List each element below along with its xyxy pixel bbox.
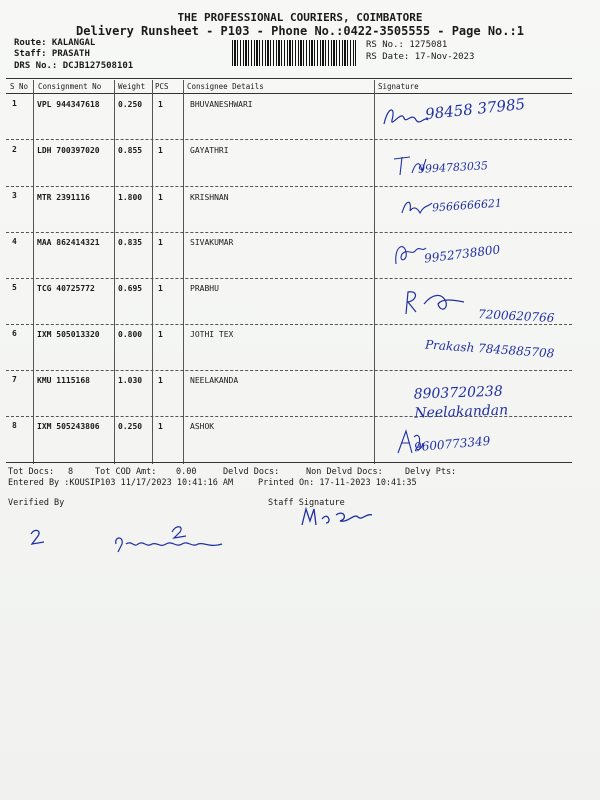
col-header-consignee: Consignee Details bbox=[187, 82, 264, 91]
column-divider bbox=[183, 80, 184, 464]
handwritten-note: 8903720238 Neelakandan bbox=[413, 383, 509, 422]
rs-number: RS No.: 1275081 bbox=[366, 40, 448, 50]
column-divider bbox=[114, 80, 115, 464]
row-weight: 0.250 bbox=[118, 100, 143, 109]
col-header-signature: Signature bbox=[378, 82, 419, 91]
row-pcs: 1 bbox=[158, 146, 163, 155]
row-weight: 0.250 bbox=[118, 422, 143, 431]
row-divider bbox=[6, 278, 572, 279]
tot-cod-value: 0.00 bbox=[176, 467, 197, 477]
row-sno: 3 bbox=[12, 191, 17, 200]
row-pcs: 1 bbox=[158, 100, 163, 109]
row-consignment: LDH 700397020 bbox=[37, 146, 100, 155]
row-divider bbox=[6, 370, 572, 371]
runsheet-title: Delivery Runsheet - P103 - Phone No.:0422-3505555 - Page No.:1 bbox=[76, 24, 524, 38]
row-consignee: KRISHNAN bbox=[190, 193, 229, 202]
row-weight: 0.800 bbox=[118, 330, 143, 339]
row-weight: 1.800 bbox=[118, 193, 143, 202]
table-top-rule bbox=[6, 78, 572, 79]
row-consignee: GAYATHRI bbox=[190, 146, 229, 155]
column-divider bbox=[33, 80, 34, 464]
row-weight: 1.030 bbox=[118, 376, 143, 385]
handwritten-signature bbox=[392, 240, 428, 268]
row-pcs: 1 bbox=[158, 330, 163, 339]
row-divider bbox=[6, 139, 572, 140]
row-pcs: 1 bbox=[158, 284, 163, 293]
handwritten-note: 7200620766 bbox=[477, 307, 555, 325]
row-pcs: 1 bbox=[158, 376, 163, 385]
row-sno: 8 bbox=[12, 421, 17, 430]
handwritten-signature bbox=[402, 288, 466, 318]
row-consignment: IXM 505243806 bbox=[37, 422, 100, 431]
handwritten-note: 9994783035 bbox=[417, 159, 489, 176]
row-sno: 6 bbox=[12, 329, 17, 338]
handwritten-signature bbox=[380, 102, 430, 132]
col-header-pcs: PCS bbox=[155, 82, 169, 91]
handwritten-note: 9566666621 bbox=[431, 196, 503, 215]
staff-signature bbox=[300, 505, 374, 529]
row-consignee: ASHOK bbox=[190, 422, 215, 431]
row-consignee: SIVAKUMAR bbox=[190, 238, 234, 247]
barcode bbox=[232, 40, 356, 66]
row-consignment: KMU 1115168 bbox=[37, 376, 90, 385]
row-divider bbox=[6, 324, 572, 325]
entered-by: Entered By :KOUSIP103 11/17/2023 10:41:16 AM bbox=[8, 478, 234, 488]
tot-docs-label: Tot Docs: bbox=[8, 467, 55, 477]
handwritten-signature bbox=[400, 195, 434, 219]
col-header-sno: S No bbox=[10, 82, 29, 91]
verifier-mark bbox=[28, 528, 48, 546]
handwritten-note: Prakash 7845885708 bbox=[424, 337, 555, 361]
row-divider bbox=[6, 232, 572, 233]
column-divider bbox=[374, 80, 375, 464]
delvd-docs-label: Delvd Docs: bbox=[223, 467, 280, 477]
col-header-weight: Weight bbox=[118, 82, 146, 91]
row-consignee: JOTHI TEX bbox=[190, 330, 234, 339]
row-consignment: MTR 2391116 bbox=[37, 193, 90, 202]
tot-cod-label: Tot COD Amt: bbox=[95, 467, 157, 477]
table-header-rule bbox=[6, 93, 572, 94]
non-delvd-docs-label: Non Delvd Docs: bbox=[306, 467, 383, 477]
col-header-consignment: Consignment No bbox=[38, 82, 102, 91]
row-weight: 0.835 bbox=[118, 238, 143, 247]
row-consignment: VPL 944347618 bbox=[37, 100, 100, 109]
handwritten-note: 98458 37985 bbox=[424, 94, 526, 124]
row-consignee: BHUVANESHWARI bbox=[190, 100, 253, 109]
row-consignment: MAA 862414321 bbox=[37, 238, 100, 247]
row-sno: 2 bbox=[12, 145, 17, 154]
tot-docs-value: 8 bbox=[68, 467, 74, 477]
row-weight: 0.695 bbox=[118, 284, 143, 293]
column-divider bbox=[152, 80, 153, 464]
row-weight: 0.855 bbox=[118, 146, 143, 155]
staff-text: Staff: PRASATH bbox=[14, 49, 90, 59]
table-bottom-rule bbox=[6, 462, 572, 463]
row-consignee: PRABHU bbox=[190, 284, 219, 293]
handwritten-note: 9952738800 bbox=[423, 242, 501, 266]
row-consignment: TCG 40725772 bbox=[37, 284, 95, 293]
company-title: THE PROFESSIONAL COURIERS, COIMBATORE bbox=[177, 11, 423, 24]
row-consignment: IXM 505013320 bbox=[37, 330, 100, 339]
delvy-pts-label: Delvy Pts: bbox=[405, 467, 457, 477]
rs-date: RS Date: 17-Nov-2023 bbox=[366, 52, 475, 62]
drs-number: DRS No.: DCJB127508101 bbox=[14, 61, 134, 71]
row-pcs: 1 bbox=[158, 238, 163, 247]
row-sno: 4 bbox=[12, 237, 17, 246]
handwritten-note: 9600773349 bbox=[413, 433, 491, 455]
verifier-signature bbox=[110, 522, 226, 556]
staff-signature-label: Staff Signature bbox=[268, 498, 345, 508]
row-sno: 5 bbox=[12, 283, 17, 292]
printed-on: Printed On: 17-11-2023 10:41:35 bbox=[258, 478, 417, 488]
row-divider bbox=[6, 186, 572, 187]
row-sno: 1 bbox=[12, 99, 17, 108]
row-pcs: 1 bbox=[158, 193, 163, 202]
route-text: Route: KALANGAL bbox=[14, 38, 96, 48]
row-sno: 7 bbox=[12, 375, 17, 384]
row-pcs: 1 bbox=[158, 422, 163, 431]
verified-by-label: Verified By bbox=[8, 498, 65, 508]
row-consignee: NEELAKANDA bbox=[190, 376, 239, 385]
